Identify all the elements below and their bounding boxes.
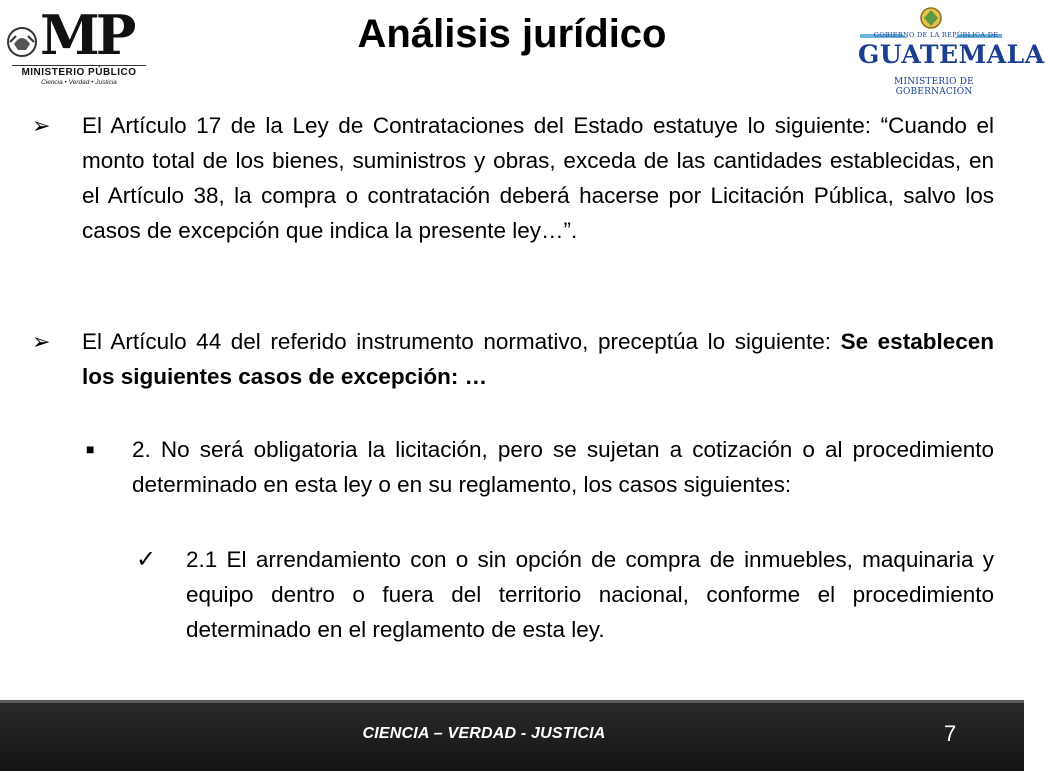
check-item-arrendamiento xyxy=(136,542,994,647)
slide-title: Análisis jurídico xyxy=(357,12,667,56)
bullet-article-17 xyxy=(32,108,994,248)
check-item-arrendamiento-text: 2.1 El arrendamiento con o sin opción de compra de inmuebles, maquinaria y equipo dentro o fuera del territorio nacional, conforme el procedimiento determinado en el reglamento de esta ley. xyxy=(186,547,994,642)
footer-motto: CIENCIA – VERDAD - JUSTICIA xyxy=(362,725,606,742)
logo-gt-country: GUATEMALA xyxy=(858,40,1045,69)
page-number: 7 xyxy=(944,721,957,746)
logo-gt-ministry: MINISTERIO DE GOBERNACIÓN xyxy=(894,77,974,97)
square-bullet-icon: ■ xyxy=(86,441,95,457)
logo-mp-motto: Ciencia • Verdad • Justicia xyxy=(41,79,117,86)
logo-mp-name: MINISTERIO PÚBLICO xyxy=(12,65,146,78)
subitem-no-obligatoria xyxy=(86,432,994,502)
logo-gt-small: GOBIERNO DE LA REPÚBLICA DE xyxy=(873,31,999,39)
bullet-article-44-text: El Artículo 44 del referido instrumento normativo, preceptúa lo siguiente: xyxy=(82,329,841,354)
logo-mp-letters: MP xyxy=(40,3,133,67)
footer-bar xyxy=(0,700,1024,771)
guatemala-government-logo xyxy=(850,4,1045,97)
bullet-article-44 xyxy=(32,324,994,394)
bullet-article-17-text: El Artículo 17 de la Ley de Contrataciones del Estado estatuye lo siguiente: “Cuando el monto total de los bienes, suministros y obras, exceda de las cantidades establecidas, en el Artículo 38, la compra o contratación deberá hacerse por Licitación Pública, salvo los casos de excepción que indica la presente ley…”. xyxy=(82,113,994,243)
checkmark-icon: ✓ xyxy=(136,546,157,573)
arrow-bullet-icon: ➢ xyxy=(32,113,51,138)
arrow-bullet-icon: ➢ xyxy=(32,329,51,354)
bullet-article-44-bold: Se establecen los siguientes casos de excepción: … xyxy=(82,329,994,389)
subitem-no-obligatoria-text: 2. No será obligatoria la licitación, pero se sujetan a cotización o al procedimiento determinado en esta ley o en su reglamento, los casos siguientes: xyxy=(132,437,994,497)
